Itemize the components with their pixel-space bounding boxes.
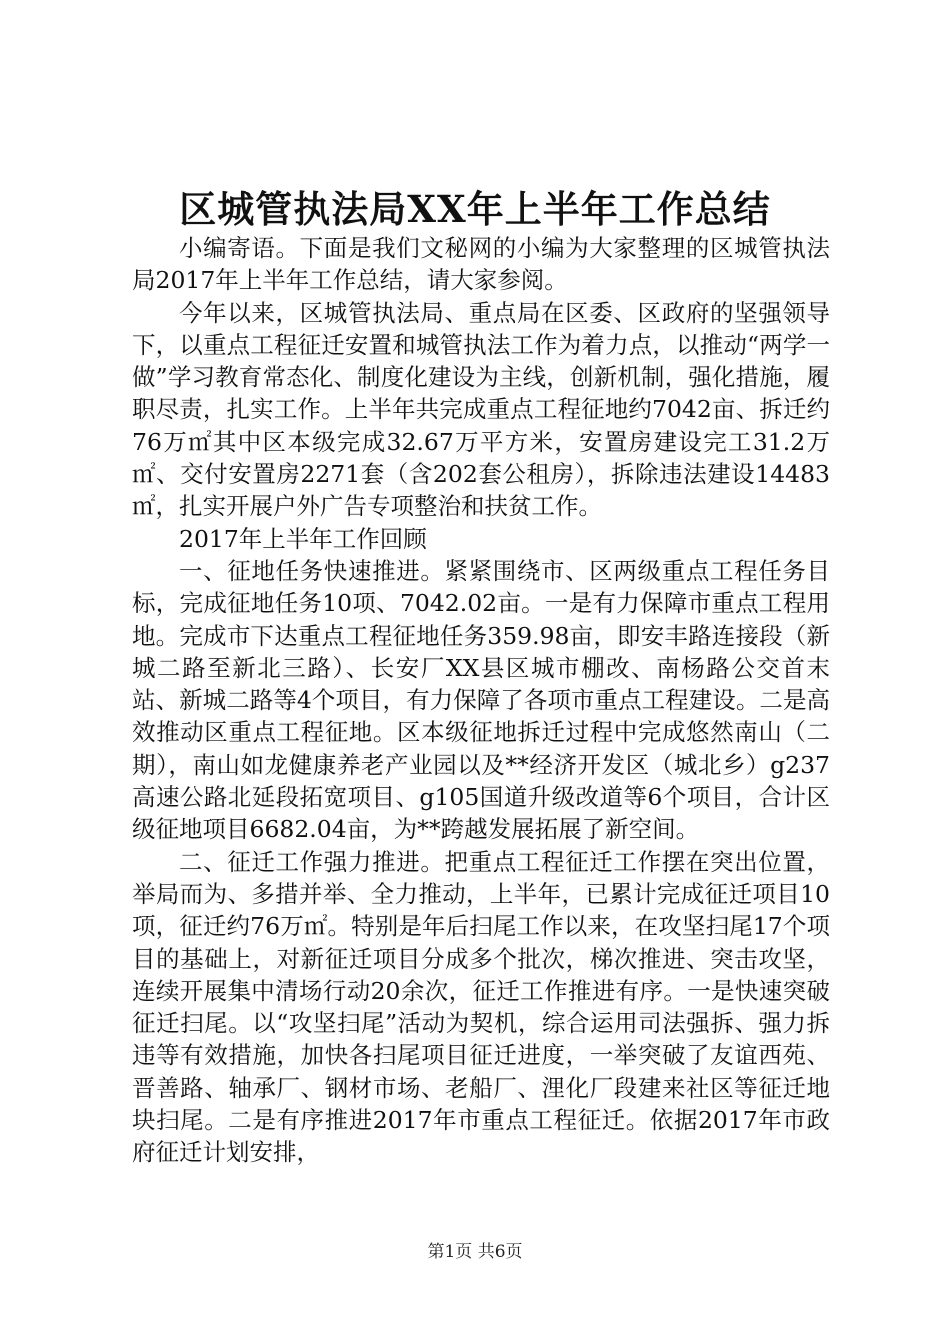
document-body xyxy=(132,232,830,1169)
page-number-footer: 第1页 共6页 xyxy=(427,1242,523,1262)
section-two-paragraph: 二、征迁工作强力推进。把重点工程征迁工作摆在突出位置，举局而为、多措并举、全力推动，上半年，已累计完成征迁项目10项，征迁约76万㎡。特别是年后扫尾工作以来，在攻坚扫尾17个项目的基础上，对新征迁项目分成多个批次，梯次推进、突击攻坚，连续开展集中清场行动20余次，征迁工作推进有序。一是快速突破征迁扫尾。以“攻坚扫尾”活动为契机，综合运用司法强拆、强力拆违等有效措施，加快各扫尾项目征迁进度，一举突破了友谊西苑、晋善路、轴承厂、钢材市场、老船厂、浬化厂段建来社区等征迁地块扫尾。二是有序推进2017年市重点工程征迁。依据2017年市政府征迁计划安排， xyxy=(132,847,830,1167)
section-one-paragraph: 一、征地任务快速推进。紧紧围绕市、区两级重点工程任务目标，完成征地任务10项、7042.02亩。一是有力保障市重点工程用地。完成市下达重点工程征地任务359.98亩，即安丰路连接段（新城二路至新北三路）、长安厂XX县区城市棚改、南杨路公交首末站、新城二路等4个项目，有力保障了各项市重点工程建设。二是高效推动区重点工程征地。区本级征地拆迁过程中完成悠然南山（二期），南山如龙健康养老产业园以及**经济开发区（城北乡）g237高速公路北延段拓宽项目、g105国道升级改道等6个项目，合计区级征地项目6682.04亩，为**跨越发展拓展了新空间。 xyxy=(132,556,830,844)
summary-paragraph: 今年以来，区城管执法局、重点局在区委、区政府的坚强领导下，以重点工程征迁安置和城管执法工作为着力点，以推动“两学一做”学习教育常态化、制度化建设为主线，创新机制，强化措施，履职尽责，扎实工作。上半年共完成重点工程征地约7042亩、拆迁约76万㎡其中区本级完成32.67万平方米，安置房建设完工31.2万㎡、交付安置房2271套（含202套公租房），拆除违法建设14483㎡，扎实开展户外广告专项整治和扶贫工作。 xyxy=(132,298,830,521)
section-heading: 2017年上半年工作回顾 xyxy=(179,524,427,553)
intro-paragraph: 小编寄语。下面是我们文秘网的小编为大家整理的区城管执法局2017年上半年工作总结，请大家参阅。 xyxy=(132,234,830,295)
document-title: 区城管执法局XX年上半年工作总结 xyxy=(179,187,771,231)
